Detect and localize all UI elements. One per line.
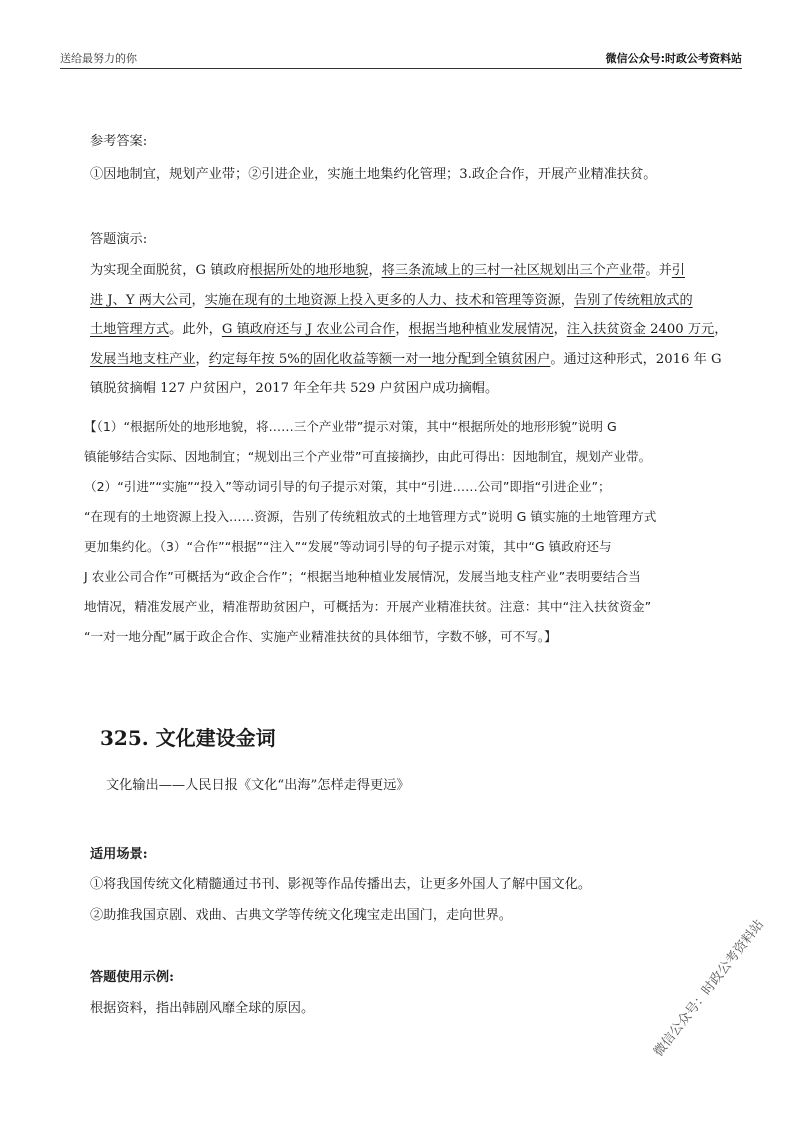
text-segment: 镇脱贫摘帽 127 户贫困户，2017 年全年共 529 户贫困户成功摘帽。 xyxy=(90,381,499,396)
header-wechat-account: 微信公众号:时政公考资料站 xyxy=(605,52,742,65)
demo-line xyxy=(90,374,714,404)
analysis-line: 地情况，精准发展产业，精准帮助贫困户，可概括为：开展产业精准扶贫。注意：其中“注入扶贫资金” xyxy=(84,599,652,614)
demo-line xyxy=(90,286,714,316)
demo-label: 答题演示: xyxy=(90,232,148,247)
underlined-segment: 将三条流域上的三村一社区规划出三个产业带 xyxy=(381,263,646,278)
text-segment: 。此外， xyxy=(169,322,222,337)
text-segment: ， xyxy=(560,292,574,308)
analysis-line: （2）“引进”“实施”“投入”等动词引导的句子提示对策，其中“引进……公司”即指“引进企业”； xyxy=(84,479,611,494)
header-slogan: 送给最努力的你 xyxy=(60,52,137,65)
text-segment: ， xyxy=(553,322,567,337)
analysis-line: J 农业公司合作”可概括为“政企合作”；“根据当地种植业发展情况，发展当地支柱产业”表明要结合当 xyxy=(84,569,641,584)
underlined-segment: 告别了传统粗放式的 xyxy=(573,292,693,308)
underlined-segment: 发展当地支柱产业 xyxy=(90,351,196,367)
demo-line xyxy=(90,345,722,375)
scenario-item-2: ②助推我国京剧、戏曲、古典文学等传统文化瑰宝走出国门，走向世界。 xyxy=(90,908,512,923)
scenario-item-1: ①将我国传统文化精髓通过书刊、影视等作品传播出去，让更多外国人了解中国文化。 xyxy=(90,877,592,892)
text-segment: ， xyxy=(395,322,409,337)
analysis-line: “在现有的土地资源上投入……资源，告别了传统粗放式的土地管理方式”说明 G 镇实施的土地管理方式 xyxy=(84,509,657,524)
underlined-segment: 引 xyxy=(671,263,685,278)
underlined-segment: 约定每年按 5%的固化收益等额一对一地分配到全镇贫困户 xyxy=(208,351,551,367)
analysis-line: 更加集约化。（3）“合作”“根据”“注入”“发展”等动词引导的句子提示对策，其中“G 镇政府还与 xyxy=(84,539,612,554)
text-segment: ， xyxy=(195,351,209,367)
underlined-segment: 进 J、Y 两大公司 xyxy=(90,292,192,308)
page-header xyxy=(60,44,742,69)
text-segment: 。通过这种形式，2016 年 G xyxy=(550,351,722,367)
underlined-segment: 注入扶贫资金 2400 万元 xyxy=(566,322,715,337)
watermark: 微信公众号：时政公考资料站 xyxy=(651,917,768,1060)
underlined-segment: 实施在现有的土地资源上投入更多的人力、技术和管理等资源 xyxy=(204,292,561,308)
analysis-paragraph xyxy=(84,412,720,652)
analysis-line: “一对一地分配”属于政企合作、实施产业精准扶贫的具体细节，字数不够，可不写。】 xyxy=(84,629,557,644)
underlined-segment: 根据所处的地形地貌 xyxy=(249,263,369,278)
section-title: 325. 文化建设金词 xyxy=(100,726,276,750)
answer-label: 参考答案: xyxy=(90,134,148,149)
underlined-segment: 根据当地种植业发展情况 xyxy=(408,322,554,337)
example-text: 根据资料，指出韩剧风靡全球的原因。 xyxy=(90,1001,315,1016)
demo-paragraph xyxy=(90,256,728,404)
text-segment: ， xyxy=(368,263,382,278)
demo-line xyxy=(90,315,728,345)
text-segment: ， xyxy=(714,322,728,337)
underlined-segment: G 镇政府还与 J 农业公司合作 xyxy=(221,322,396,337)
text-segment: 。并 xyxy=(645,263,672,278)
analysis-line: 【（1）“根据所处的地形地貌，将……三个产业带”提示对策，其中“根据所处的地形形貌”说明 G xyxy=(84,419,617,434)
example-label: 答题使用示例: xyxy=(90,970,174,985)
text-segment: ， xyxy=(191,292,205,308)
text-segment: 为实现全面脱贫，G 镇政府 xyxy=(90,263,250,278)
analysis-line: 镇能够结合实际、因地制宜；“规划出三个产业带”可直接摘抄，由此可得出：因地制宜，规划产业带。 xyxy=(84,449,652,464)
underlined-segment: 土地管理方式 xyxy=(90,322,170,337)
demo-line xyxy=(90,256,714,286)
section-subtitle: 文化输出——人民日报《文化“出海”怎样走得更远》 xyxy=(106,778,410,793)
answer-text: ①因地制宜，规划产业带；②引进企业，实施土地集约化管理；3.政企合作，开展产业精准扶贫。 xyxy=(90,167,657,182)
scenario-label: 适用场景: xyxy=(90,847,148,862)
